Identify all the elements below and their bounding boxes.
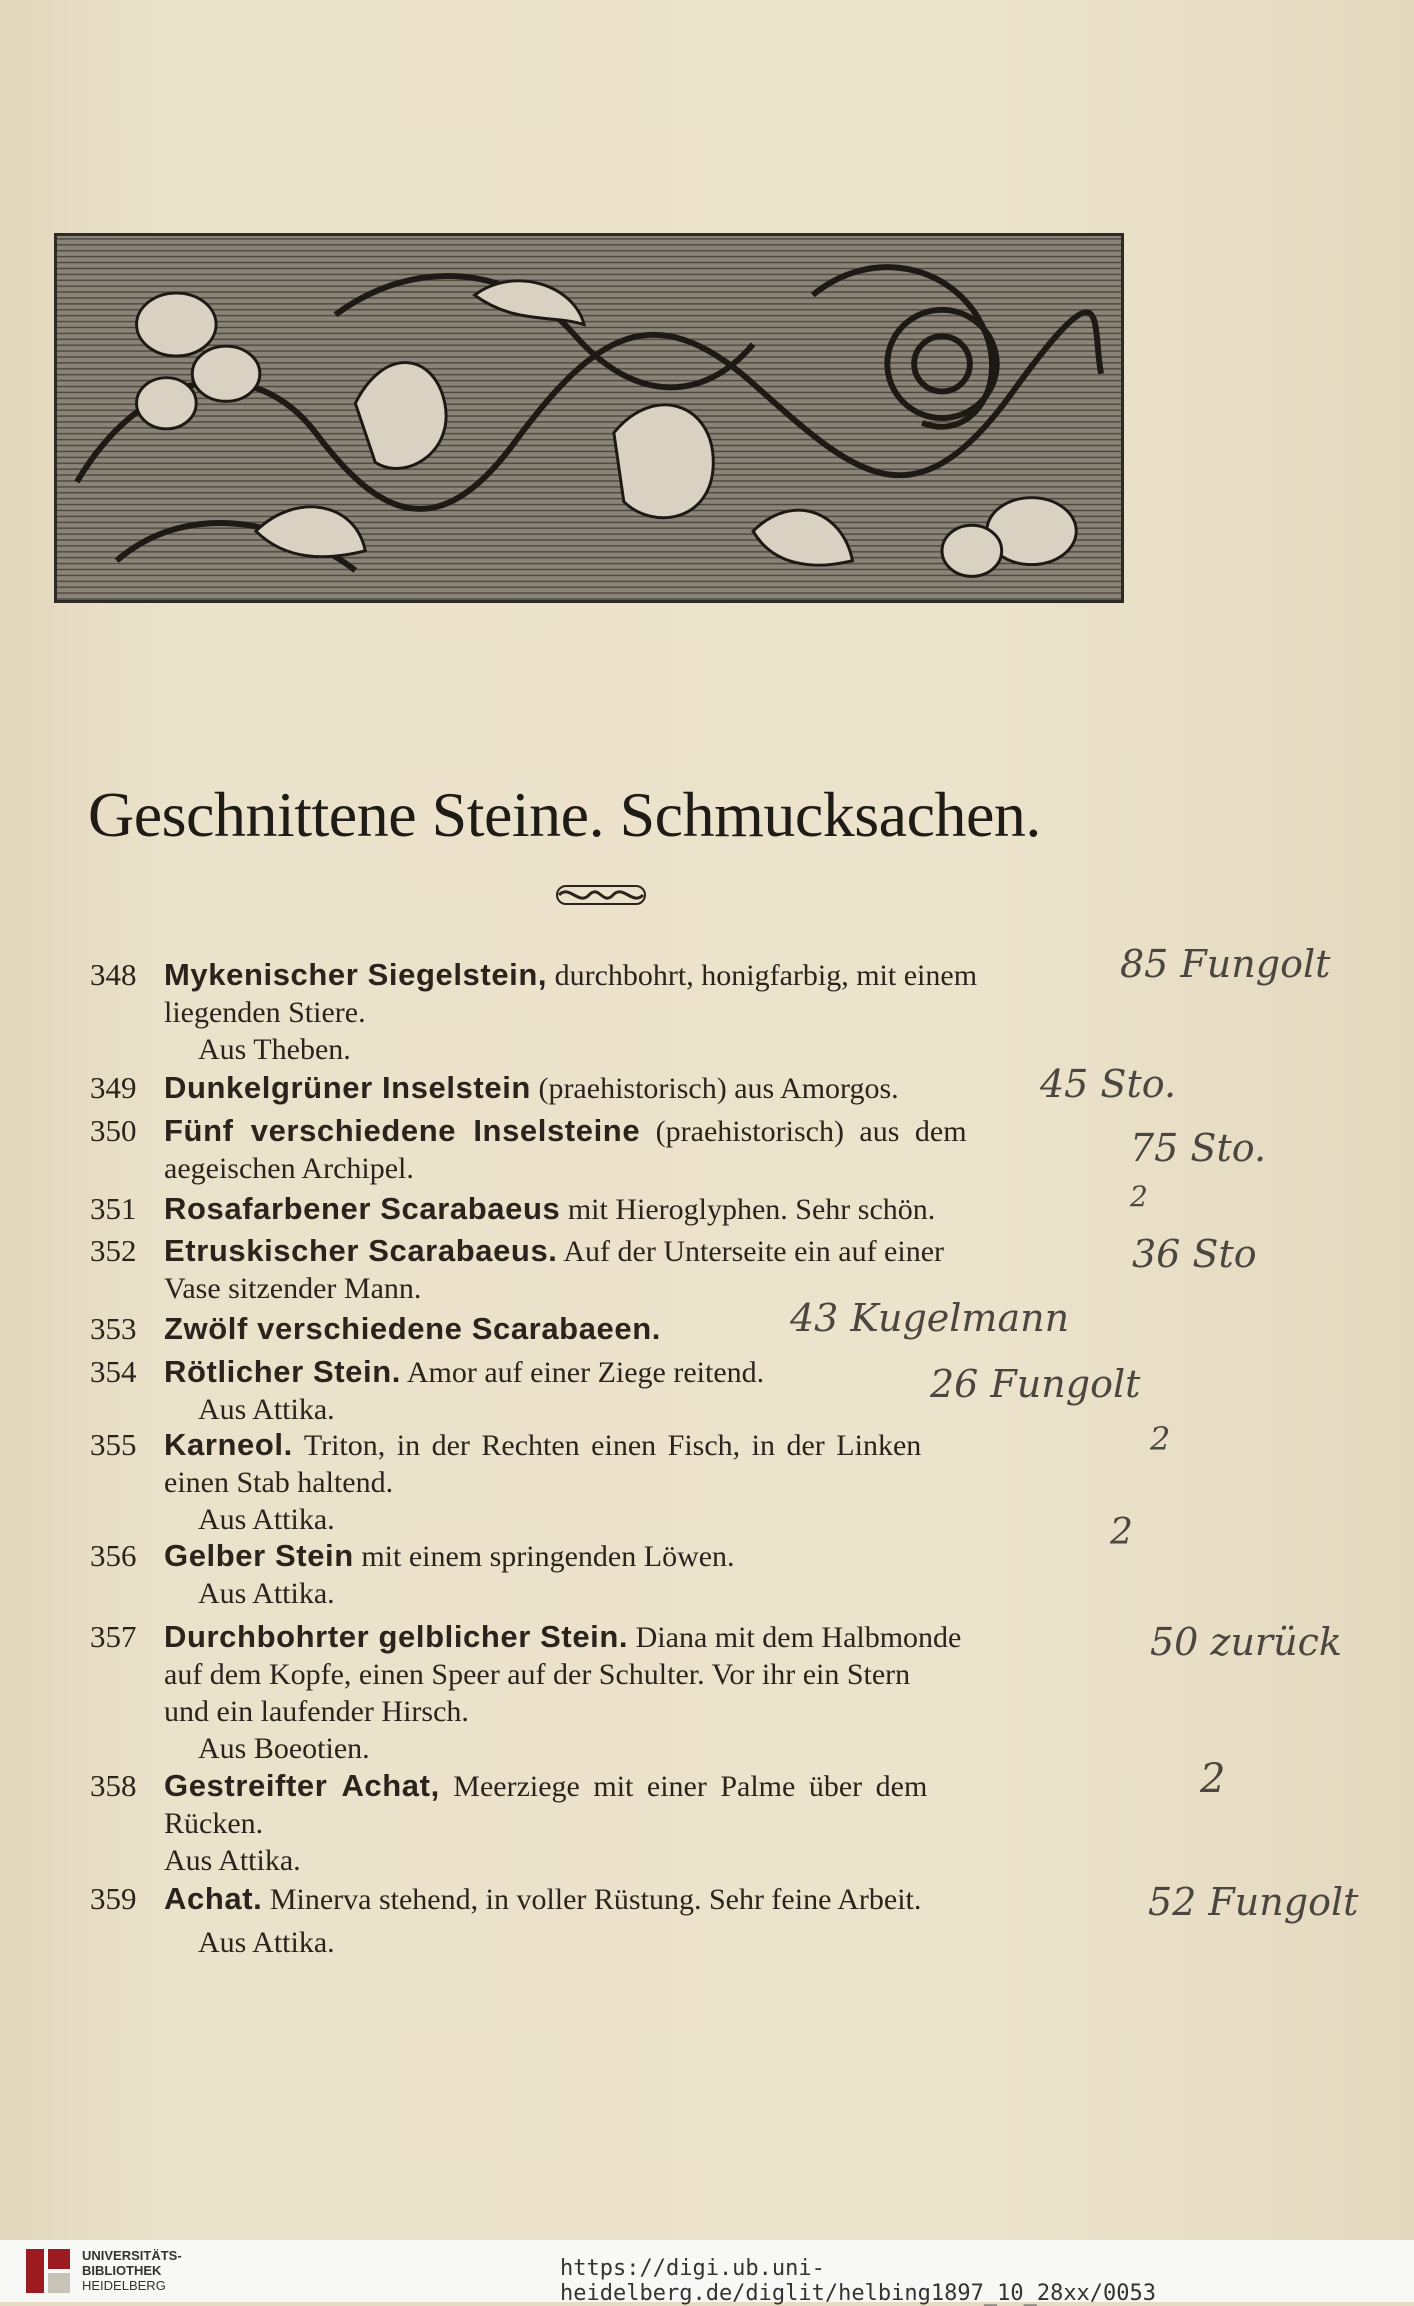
entry-text: (praehistorisch) aus Amorgos. [538, 1072, 899, 1105]
entry-origin: Aus Attika. [198, 1926, 335, 1959]
handwritten-annotation-358: 2 [1200, 1756, 1226, 1802]
entry-origin: Aus Boeotien. [198, 1732, 370, 1765]
entry-text: mit einem springenden Löwen. [361, 1540, 735, 1573]
library-name-line: UNIVERSITÄTS- [82, 2248, 182, 2263]
catalog-entry-350 [90, 1112, 1130, 1187]
library-name [82, 2248, 182, 2293]
entry-text: liegenden Stiere. [164, 996, 366, 1029]
library-name-line: HEIDELBERG [82, 2278, 166, 2293]
handwritten-annotation-349: 45 Sto. [1040, 1062, 1177, 1106]
entry-number: 359 [90, 1881, 137, 1916]
entry-text: einen Stab haltend. [164, 1466, 394, 1499]
handwritten-annotation-353: 43 Kugelmann [790, 1296, 1070, 1340]
entry-title: Zwölf verschiedene Scarabaeen. [164, 1311, 661, 1346]
entry-title: Rötlicher Stein. [164, 1354, 401, 1389]
handwritten-annotation-359: 52 Fungolt [1148, 1880, 1359, 1924]
handwritten-annotation-357: 50 zurück [1150, 1620, 1342, 1664]
decorative-ornament-banner [54, 233, 1124, 603]
entry-origin: Aus Attika. [198, 1393, 335, 1426]
entry-origin: Aus Attika. [164, 1844, 301, 1877]
entry-number: 348 [90, 957, 137, 992]
entry-text: Auf der Unterseite ein auf einer [563, 1235, 945, 1268]
entry-title: Fünf verschiedene Inselsteine [164, 1113, 641, 1148]
entry-title: Gestreifter Achat, [164, 1768, 440, 1803]
entry-origin: Aus Attika. [198, 1503, 335, 1536]
entry-title: Rosafarbener Scarabaeus [164, 1191, 561, 1226]
entry-title: Mykenischer Siegelstein, [164, 957, 548, 992]
entry-text: durchbohrt, honigfarbig, mit einem [554, 959, 978, 992]
catalog-entry-349 [90, 1069, 1130, 1107]
entry-origin: Aus Attika. [198, 1577, 335, 1610]
entry-number: 354 [90, 1354, 137, 1389]
section-heading: Geschnittene Steine. Schmucksachen. [88, 779, 1041, 850]
handwritten-annotation-348: 85 Fungolt [1120, 942, 1331, 986]
entry-text: Vase sitzender Mann. [164, 1272, 422, 1305]
entry-number: 349 [90, 1070, 137, 1105]
entry-text: aegeischen Archipel. [164, 1152, 414, 1185]
handwritten-annotation-356: 2 [1110, 1512, 1133, 1553]
ornament-illustration [57, 236, 1121, 600]
entry-text: auf dem Kopfe, einen Speer auf der Schulter. Vor ihr ein Stern [164, 1658, 911, 1691]
entry-number: 350 [90, 1113, 137, 1148]
handwritten-annotation-351: 2 [1130, 1180, 1148, 1213]
entry-text: mit Hieroglyphen. Sehr schön. [567, 1193, 936, 1226]
catalog-entry-358 [90, 1767, 1130, 1879]
entry-title: Etruskischer Scarabaeus. [164, 1233, 558, 1268]
entry-title: Karneol. [164, 1427, 293, 1462]
catalog-entry-351 [90, 1190, 1130, 1228]
entry-title: Achat. [164, 1881, 263, 1916]
catalog-entry-357 [90, 1618, 1130, 1767]
entry-number: 357 [90, 1619, 137, 1654]
catalog-entry-359 [90, 1880, 1130, 1961]
entry-text: Meerziege mit einer Palme über dem [453, 1770, 928, 1803]
catalog-entry-355 [90, 1426, 1130, 1538]
source-url-link[interactable]: https://digi.ub.uni-heidelberg.de/diglit/helbing1897_10_28xx/0053 [560, 2256, 1157, 2306]
entry-title: Gelber Stein [164, 1538, 354, 1573]
catalog-entry-348 [90, 956, 1130, 1068]
entry-number: 351 [90, 1191, 137, 1226]
entry-number: 352 [90, 1233, 137, 1268]
entry-number: 356 [90, 1538, 137, 1573]
entry-title: Dunkelgrüner Inselstein [164, 1070, 531, 1105]
entry-number: 358 [90, 1768, 137, 1803]
entry-number: 353 [90, 1311, 137, 1346]
decorative-flourish-icon [555, 882, 647, 908]
entry-text: Diana mit dem Halbmonde [635, 1621, 962, 1654]
entry-text: (praehistorisch) aus dem [655, 1115, 967, 1148]
catalog-entry-356 [90, 1537, 1130, 1612]
entry-number: 355 [90, 1427, 137, 1462]
entry-text: und ein laufender Hirsch. [164, 1695, 469, 1728]
handwritten-annotation-352: 36 Sto [1132, 1232, 1257, 1276]
entry-text: Rücken. [164, 1807, 264, 1840]
entry-text: Triton, in der Rechten einen Fisch, in der Linken [303, 1429, 922, 1462]
handwritten-annotation-350: 75 Sto. [1130, 1126, 1267, 1170]
entry-title: Durchbohrter gelblicher Stein. [164, 1619, 629, 1654]
entry-text: Amor auf einer Ziege reitend. [406, 1356, 765, 1389]
library-name-line: BIBLIOTHEK [82, 2263, 162, 2278]
entry-text: Minerva stehend, in voller Rüstung. Sehr feine Arbeit. [269, 1883, 922, 1916]
university-library-logo-icon [24, 2247, 72, 2295]
handwritten-annotation-354: 26 Fungolt [930, 1362, 1141, 1406]
entry-origin: Aus Theben. [198, 1033, 351, 1066]
handwritten-annotation-355: 2 [1150, 1420, 1171, 1458]
